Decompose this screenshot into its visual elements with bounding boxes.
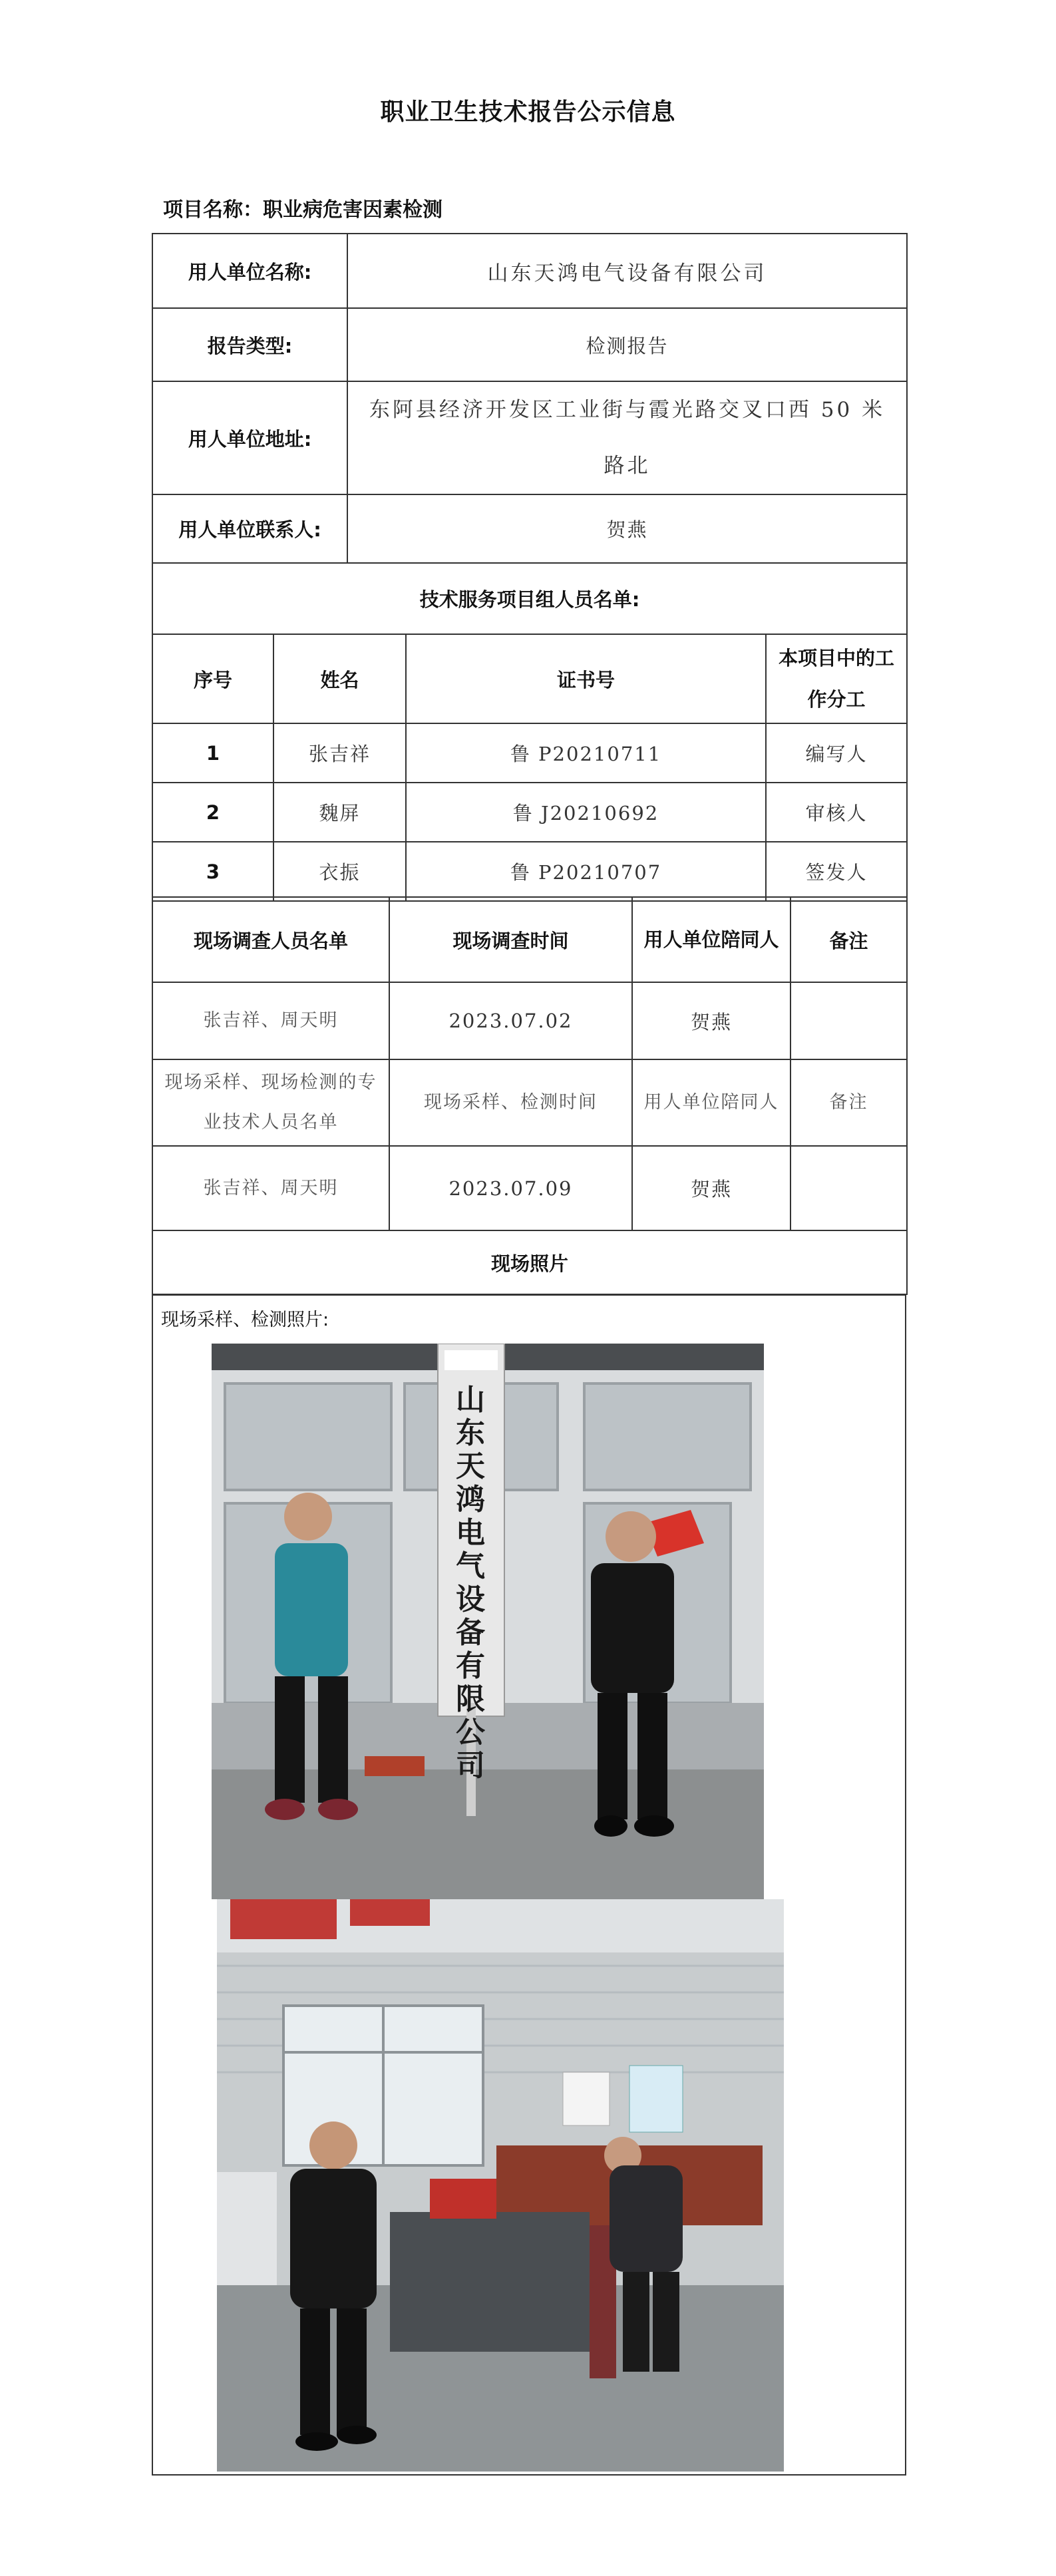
team-row-index: 3 xyxy=(152,842,273,901)
team-row-name: 张吉祥 xyxy=(273,723,406,783)
survey-time-value: 2023.07.02 xyxy=(389,982,632,1059)
photos-heading: 现场照片 xyxy=(152,1230,907,1294)
employer-address-row xyxy=(152,381,907,494)
sampling-staff-value: 张吉祥、周天明 xyxy=(152,1146,389,1230)
page-title: 职业卫生技术报告公示信息 xyxy=(380,98,676,126)
team-row-role: 编写人 xyxy=(766,723,907,783)
team-row-certificate: 鲁 P20210707 xyxy=(406,842,766,901)
report-type-label: 报告类型: xyxy=(152,308,347,381)
project-name-value: 职业病危害因素检测 xyxy=(263,198,442,222)
employer-name-label: 用人单位名称: xyxy=(152,234,347,308)
employer-address-value: 东阿县经济开发区工业街与霞光路交叉口西 50 米路北 xyxy=(347,381,907,494)
survey-header-time: 现场调查时间 xyxy=(389,897,632,982)
team-row xyxy=(152,723,907,783)
survey-row xyxy=(152,982,907,1059)
company-sign-text: 山东天鸿电气设备有限公司 xyxy=(456,1383,485,1783)
team-row-role: 审核人 xyxy=(766,783,907,842)
team-row-certificate: 鲁 J20210692 xyxy=(406,783,766,842)
team-row xyxy=(152,842,907,901)
employer-name-row xyxy=(152,234,907,308)
team-row-certificate: 鲁 P20210711 xyxy=(406,723,766,783)
photos-heading-row xyxy=(152,1230,907,1294)
site-photos-box xyxy=(152,1294,906,2476)
employer-contact-value: 贺燕 xyxy=(347,494,907,563)
site-photo-workshop-image xyxy=(217,1899,784,2472)
survey-header-remarks: 备注 xyxy=(791,897,907,982)
sampling-header-time: 现场采样、检测时间 xyxy=(389,1059,632,1146)
report-type-row xyxy=(152,308,907,381)
survey-staff-value: 张吉祥、周天明 xyxy=(152,982,389,1059)
employer-contact-label: 用人单位联系人: xyxy=(152,494,347,563)
survey-remarks-value xyxy=(791,982,907,1059)
survey-header-escort: 用人单位陪同人 xyxy=(632,897,791,982)
team-row-index: 1 xyxy=(152,723,273,783)
sampling-remarks-value xyxy=(791,1146,907,1230)
survey-escort-value: 贺燕 xyxy=(632,982,791,1059)
team-header-index: 序号 xyxy=(152,634,273,723)
team-header-row xyxy=(152,634,907,723)
survey-header-row xyxy=(152,897,907,982)
sampling-time-value: 2023.07.09 xyxy=(389,1146,632,1230)
team-row-index: 2 xyxy=(152,783,273,842)
employer-name-value: 山东天鸿电气设备有限公司 xyxy=(347,234,907,308)
team-heading: 技术服务项目组人员名单: xyxy=(152,563,907,634)
site-photo-workshop xyxy=(217,1899,784,2472)
employer-address-label: 用人单位地址: xyxy=(152,381,347,494)
team-header-role: 本项目中的工作分工 xyxy=(766,634,907,723)
team-row-name: 魏屏 xyxy=(273,783,406,842)
sampling-header-remarks: 备注 xyxy=(791,1059,907,1146)
sampling-header-row xyxy=(152,1059,907,1146)
team-row-name: 衣振 xyxy=(273,842,406,901)
team-heading-row xyxy=(152,563,907,634)
team-header-certificate: 证书号 xyxy=(406,634,766,723)
project-name-label: 项目名称： xyxy=(163,198,263,222)
site-photo-entrance xyxy=(212,1344,764,1899)
company-sign xyxy=(438,1344,504,1783)
team-row xyxy=(152,783,907,842)
survey-table xyxy=(152,896,908,1295)
report-type-value: 检测报告 xyxy=(347,308,907,381)
team-header-name: 姓名 xyxy=(273,634,406,723)
employer-contact-row xyxy=(152,494,907,563)
survey-header-staff: 现场调查人员名单 xyxy=(152,897,389,982)
team-row-role: 签发人 xyxy=(766,842,907,901)
sampling-header-escort: 用人单位陪同人 xyxy=(632,1059,791,1146)
project-name-line xyxy=(163,193,442,222)
sampling-header-staff: 现场采样、现场检测的专业技术人员名单 xyxy=(152,1059,389,1146)
sampling-escort-value: 贺燕 xyxy=(632,1146,791,1230)
team-table xyxy=(152,634,908,902)
employer-info-table xyxy=(152,233,908,635)
site-photos-caption: 现场采样、检测照片: xyxy=(161,1310,329,1330)
sampling-row xyxy=(152,1146,907,1230)
